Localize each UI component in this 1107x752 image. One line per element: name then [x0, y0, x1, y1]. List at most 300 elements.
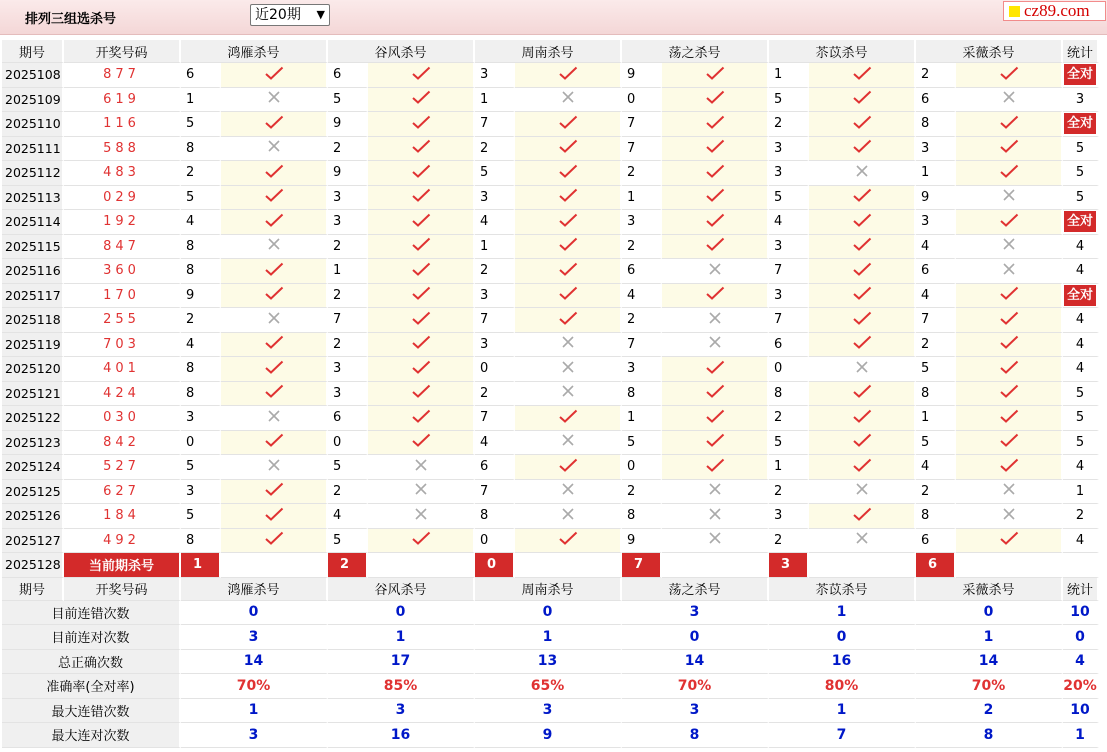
kill-number-cell: 1: [622, 406, 662, 431]
result-correct: [809, 504, 916, 529]
col-header-draw: 开奖号码: [64, 578, 181, 601]
result-correct: [956, 333, 1063, 358]
check-icon: [411, 262, 431, 276]
result-correct: [809, 284, 916, 309]
stat-cell: [1063, 88, 1099, 113]
result-correct: [221, 431, 328, 456]
col-header-expert: 苶苡杀号: [769, 578, 916, 601]
kill-number-cell: 2: [769, 406, 809, 431]
result-correct: [809, 235, 916, 260]
current-kill-spacer: [515, 553, 622, 578]
kill-number-cell: 3: [328, 382, 368, 407]
check-icon: [264, 188, 284, 202]
stat-value: 4: [1075, 263, 1085, 279]
summary-value: 1: [769, 601, 916, 626]
cross-icon: [561, 482, 575, 496]
table-row: [2, 161, 1099, 186]
result-correct: [956, 210, 1063, 235]
check-icon: [705, 213, 725, 227]
result-correct: [662, 284, 769, 309]
cross-icon: [855, 360, 869, 374]
summary-label: 目前连错次数: [2, 601, 181, 626]
check-icon: [411, 433, 431, 447]
result-wrong: [221, 308, 328, 333]
kill-number-cell: 3: [181, 406, 221, 431]
summary-row: [2, 650, 1099, 675]
result-correct: [956, 161, 1063, 186]
kill-number-cell: 7: [475, 406, 515, 431]
kill-number-cell: 2: [328, 333, 368, 358]
kill-number-cell: 0: [622, 88, 662, 113]
cross-icon: [855, 531, 869, 545]
cross-icon: [561, 384, 575, 398]
result-correct: [368, 210, 475, 235]
result-correct: [956, 308, 1063, 333]
result-wrong: [662, 259, 769, 284]
result-correct: [662, 382, 769, 407]
result-correct: [368, 357, 475, 382]
kill-number-cell: 3: [769, 504, 809, 529]
draw-number-cell: 116: [64, 112, 181, 137]
kill-number-cell: 2: [328, 235, 368, 260]
cross-icon: [1002, 262, 1016, 276]
check-icon: [264, 262, 284, 276]
result-correct: [221, 186, 328, 211]
kill-number-cell: 9: [328, 161, 368, 186]
result-wrong: [956, 186, 1063, 211]
stat-cell: [1063, 186, 1099, 211]
kill-number-cell: 7: [475, 112, 515, 137]
kill-number-cell: 6: [328, 406, 368, 431]
col-header-expert: 鸿雁杀号: [181, 40, 328, 63]
table-row: [2, 382, 1099, 407]
result-wrong: [221, 455, 328, 480]
kill-number-cell: 3: [475, 333, 515, 358]
result-correct: [368, 63, 475, 88]
result-correct: [662, 431, 769, 456]
result-correct: [368, 431, 475, 456]
summary-value: 3: [622, 699, 769, 724]
kill-number-cell: 2: [622, 480, 662, 505]
stat-cell: [1063, 210, 1099, 235]
result-correct: [956, 137, 1063, 162]
summary-value: 1: [328, 625, 475, 650]
summary-row: [2, 601, 1099, 626]
summary-value: 3: [181, 723, 328, 748]
result-wrong: [368, 480, 475, 505]
stat-value: 1: [1075, 483, 1085, 499]
check-icon: [264, 360, 284, 374]
check-icon: [705, 164, 725, 178]
result-correct: [368, 529, 475, 554]
cross-icon: [561, 360, 575, 374]
period-cell: 2025108: [2, 63, 64, 88]
stat-cell: [1063, 357, 1099, 382]
check-icon: [558, 139, 578, 153]
result-correct: [515, 210, 622, 235]
draw-number-cell: 192: [64, 210, 181, 235]
result-correct: [515, 63, 622, 88]
result-correct: [221, 259, 328, 284]
table-row: [2, 186, 1099, 211]
check-icon: [705, 237, 725, 251]
check-icon: [705, 433, 725, 447]
header-row: [2, 578, 1099, 601]
period-cell: 2025111: [2, 137, 64, 162]
kill-number-cell: 6: [916, 88, 956, 113]
kill-number-cell: 0: [475, 529, 515, 554]
result-wrong: [956, 235, 1063, 260]
table-row: [2, 137, 1099, 162]
check-icon: [264, 384, 284, 398]
summary-value: 16: [328, 723, 475, 748]
current-kill-number: 0: [475, 553, 515, 578]
result-correct: [368, 186, 475, 211]
result-correct: [956, 284, 1063, 309]
cross-icon: [708, 531, 722, 545]
result-correct: [515, 284, 622, 309]
check-icon: [264, 66, 284, 80]
kill-number-cell: 3: [769, 161, 809, 186]
current-period-row: [2, 553, 1099, 578]
stat-value: 5: [1075, 410, 1085, 426]
period-cell: 2025126: [2, 504, 64, 529]
kill-number-cell: 0: [328, 431, 368, 456]
stat-cell: [1063, 529, 1099, 554]
result-wrong: [809, 357, 916, 382]
kill-number-cell: 1: [181, 88, 221, 113]
result-correct: [809, 382, 916, 407]
check-icon: [411, 115, 431, 129]
stat-cell: [1063, 308, 1099, 333]
check-icon: [558, 237, 578, 251]
col-header-stat: 统计: [1063, 40, 1099, 63]
table-row: [2, 308, 1099, 333]
stat-cell: [1063, 504, 1099, 529]
kill-number-cell: 7: [475, 308, 515, 333]
cross-icon: [1002, 482, 1016, 496]
result-correct: [662, 88, 769, 113]
result-correct: [662, 406, 769, 431]
kill-number-cell: 3: [622, 210, 662, 235]
kill-number-cell: 5: [328, 455, 368, 480]
kill-number-cell: 8: [475, 504, 515, 529]
check-icon: [411, 384, 431, 398]
result-correct: [662, 455, 769, 480]
check-icon: [705, 286, 725, 300]
kill-number-cell: 3: [916, 210, 956, 235]
result-wrong: [515, 431, 622, 456]
kill-number-cell: 0: [769, 357, 809, 382]
table-row: [2, 63, 1099, 88]
result-correct: [515, 406, 622, 431]
summary-row: [2, 625, 1099, 650]
cross-icon: [708, 262, 722, 276]
check-icon: [411, 335, 431, 349]
kill-number-cell: 3: [769, 235, 809, 260]
kill-number-cell: 3: [916, 137, 956, 162]
stat-value: 2: [1075, 508, 1085, 524]
kill-number-cell: 4: [916, 235, 956, 260]
kill-number-cell: 8: [916, 504, 956, 529]
cross-icon: [1002, 90, 1016, 104]
col-header-draw: 开奖号码: [64, 40, 181, 63]
check-icon: [999, 164, 1019, 178]
period-cell: 2025116: [2, 259, 64, 284]
kill-number-cell: 7: [769, 308, 809, 333]
check-icon: [852, 237, 872, 251]
summary-value: 2: [916, 699, 1063, 724]
check-icon: [558, 164, 578, 178]
period-cell: 2025112: [2, 161, 64, 186]
col-header-expert: 周南杀号: [475, 578, 622, 601]
table-row: [2, 235, 1099, 260]
check-icon: [411, 164, 431, 178]
kill-number-cell: 1: [769, 63, 809, 88]
result-wrong: [368, 504, 475, 529]
draw-number-cell: 184: [64, 504, 181, 529]
result-wrong: [515, 333, 622, 358]
summary-value: 1: [916, 625, 1063, 650]
summary-value: 14: [916, 650, 1063, 675]
col-header-expert: 采薇杀号: [916, 40, 1063, 63]
kill-number-cell: 0: [181, 431, 221, 456]
result-wrong: [221, 235, 328, 260]
period-cell: 2025125: [2, 480, 64, 505]
check-icon: [852, 433, 872, 447]
kill-number-cell: 3: [622, 357, 662, 382]
table-row: [2, 284, 1099, 309]
stat-value: 5: [1075, 385, 1085, 401]
result-correct: [809, 112, 916, 137]
kill-number-cell: 1: [475, 88, 515, 113]
summary-value: 0: [181, 601, 328, 626]
draw-number-cell: 842: [64, 431, 181, 456]
result-wrong: [662, 308, 769, 333]
summary-value: 70%: [622, 674, 769, 699]
draw-number-cell: 703: [64, 333, 181, 358]
table-row: [2, 357, 1099, 382]
check-icon: [411, 188, 431, 202]
check-icon: [705, 115, 725, 129]
kill-number-cell: 9: [622, 529, 662, 554]
summary-value: 13: [475, 650, 622, 675]
check-icon: [705, 66, 725, 80]
summary-value: 7: [769, 723, 916, 748]
cross-icon: [414, 482, 428, 496]
summary-stat: 10: [1063, 601, 1099, 626]
current-period-cell: 2025128: [2, 553, 64, 578]
result-correct: [515, 186, 622, 211]
summary-row: [2, 699, 1099, 724]
draw-number-cell: 255: [64, 308, 181, 333]
check-icon: [852, 90, 872, 104]
draw-number-cell: 588: [64, 137, 181, 162]
check-icon: [558, 409, 578, 423]
kill-number-cell: 7: [622, 137, 662, 162]
kill-number-cell: 2: [181, 308, 221, 333]
cross-icon: [414, 507, 428, 521]
stat-cell: [1063, 63, 1099, 88]
stat-value: 4: [1075, 459, 1085, 475]
draw-number-cell: 360: [64, 259, 181, 284]
kill-number-cell: 2: [622, 235, 662, 260]
kill-number-cell: 5: [328, 88, 368, 113]
period-cell: 2025118: [2, 308, 64, 333]
stat-value: 5: [1075, 165, 1085, 181]
chevron-down-icon: ▼: [316, 8, 325, 21]
result-correct: [221, 210, 328, 235]
kill-number-cell: 0: [475, 357, 515, 382]
draw-number-cell: 847: [64, 235, 181, 260]
draw-number-cell: 424: [64, 382, 181, 407]
kill-number-cell: 2: [328, 137, 368, 162]
result-correct: [221, 284, 328, 309]
check-icon: [999, 409, 1019, 423]
summary-value: 3: [328, 699, 475, 724]
stat-cell: [1063, 406, 1099, 431]
result-correct: [515, 161, 622, 186]
result-correct: [368, 284, 475, 309]
header-row: [2, 40, 1099, 63]
result-wrong: [809, 480, 916, 505]
cross-icon: [267, 311, 281, 325]
result-wrong: [221, 406, 328, 431]
current-kill-number: 2: [328, 553, 368, 578]
check-icon: [852, 311, 872, 325]
result-correct: [809, 210, 916, 235]
stat-value: 4: [1075, 238, 1085, 254]
cross-icon: [1002, 188, 1016, 202]
kill-number-cell: 8: [181, 529, 221, 554]
kill-number-cell: 3: [769, 284, 809, 309]
current-kill-spacer: [368, 553, 475, 578]
col-header-expert: 鸿雁杀号: [181, 578, 328, 601]
result-correct: [662, 161, 769, 186]
stat-cell: [1063, 455, 1099, 480]
summary-value: 0: [769, 625, 916, 650]
kill-number-cell: 5: [769, 186, 809, 211]
check-icon: [705, 90, 725, 104]
stat-cell: [1063, 161, 1099, 186]
table-row: [2, 333, 1099, 358]
stat-cell: [1063, 284, 1099, 309]
result-correct: [809, 63, 916, 88]
check-icon: [264, 433, 284, 447]
summary-label: 最大连错次数: [2, 699, 181, 724]
current-stat-cell: [1063, 553, 1099, 578]
result-wrong: [515, 88, 622, 113]
summary-value: 0: [328, 601, 475, 626]
summary-row: [2, 723, 1099, 748]
summary-label: 准确率(全对率): [2, 674, 181, 699]
kill-number-cell: 2: [328, 480, 368, 505]
kill-number-cell: 8: [916, 382, 956, 407]
period-select[interactable]: [250, 4, 330, 26]
logo-text: cz89.com: [1024, 1, 1090, 20]
kill-number-cell: 3: [475, 284, 515, 309]
result-correct: [956, 406, 1063, 431]
result-correct: [809, 406, 916, 431]
kill-number-cell: 3: [769, 137, 809, 162]
col-header-expert: 苶苡杀号: [769, 40, 916, 63]
result-correct: [221, 112, 328, 137]
site-logo[interactable]: [1003, 1, 1106, 21]
kill-number-cell: 4: [181, 333, 221, 358]
cross-icon: [561, 335, 575, 349]
summary-label: 目前连对次数: [2, 625, 181, 650]
check-icon: [999, 66, 1019, 80]
table-row: [2, 529, 1099, 554]
period-cell: 2025115: [2, 235, 64, 260]
result-correct: [809, 259, 916, 284]
kill-number-cell: 8: [181, 357, 221, 382]
result-correct: [221, 504, 328, 529]
col-header-expert: 荡之杀号: [622, 40, 769, 63]
kill-number-cell: 2: [328, 284, 368, 309]
kill-number-cell: 6: [916, 529, 956, 554]
current-kill-number: 7: [622, 553, 662, 578]
kill-number-cell: 2: [916, 333, 956, 358]
kill-number-cell: 3: [475, 186, 515, 211]
result-correct: [515, 112, 622, 137]
kill-number-cell: 3: [328, 357, 368, 382]
stat-cell: [1063, 235, 1099, 260]
summary-value: 0: [622, 625, 769, 650]
table-row: [2, 406, 1099, 431]
result-correct: [368, 382, 475, 407]
current-kill-number: 1: [181, 553, 221, 578]
logo-square-icon: [1009, 6, 1020, 17]
check-icon: [852, 213, 872, 227]
summary-value: 8: [622, 723, 769, 748]
stat-value: 5: [1075, 140, 1085, 156]
kill-number-cell: 1: [475, 235, 515, 260]
summary-value: 1: [769, 699, 916, 724]
result-correct: [662, 357, 769, 382]
kill-number-cell: 5: [181, 504, 221, 529]
draw-number-cell: 401: [64, 357, 181, 382]
kill-number-cell: 4: [622, 284, 662, 309]
result-correct: [662, 63, 769, 88]
result-correct: [221, 333, 328, 358]
kill-number-cell: 9: [622, 63, 662, 88]
summary-value: 14: [622, 650, 769, 675]
kill-number-cell: 2: [181, 161, 221, 186]
cross-icon: [1002, 237, 1016, 251]
result-wrong: [515, 357, 622, 382]
result-correct: [221, 529, 328, 554]
check-icon: [852, 115, 872, 129]
draw-number-cell: 483: [64, 161, 181, 186]
draw-number-cell: 029: [64, 186, 181, 211]
kill-number-cell: 4: [916, 284, 956, 309]
period-cell: 2025119: [2, 333, 64, 358]
current-kill-spacer: [809, 553, 916, 578]
kill-number-cell: 6: [769, 333, 809, 358]
cross-icon: [267, 90, 281, 104]
check-icon: [264, 286, 284, 300]
stat-value: 4: [1075, 312, 1085, 328]
kill-number-cell: 1: [328, 259, 368, 284]
cross-icon: [561, 90, 575, 104]
kill-number-cell: 1: [622, 186, 662, 211]
result-correct: [368, 259, 475, 284]
cross-icon: [414, 458, 428, 472]
stat-cell: [1063, 137, 1099, 162]
kill-number-cell: 4: [328, 504, 368, 529]
result-correct: [662, 210, 769, 235]
